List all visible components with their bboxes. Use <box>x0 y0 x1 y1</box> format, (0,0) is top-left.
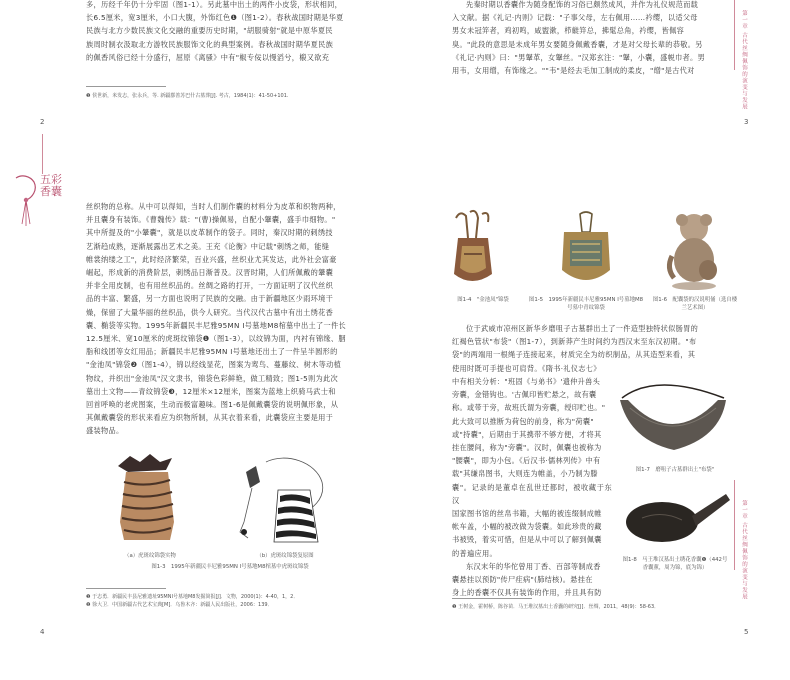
figure-caption: 图1-4 "金池凤"锦袋 <box>457 297 509 303</box>
footnotes: ❶ 于志勇．新疆民丰县尼雅遗址95MNⅠ号墓地M8发掘简报[J]．文物，2000(1)：4-40，1，2． ❷ 徐大卫．中国新疆古代艺术宝典[M]．乌鲁木齐：新疆人民出版社，2006：139． <box>86 594 299 608</box>
logo-text: 五彩香囊 <box>40 173 62 198</box>
top-right-text: 先秦时期以香囊作为随身配饰的习俗已颇然成风，并作为礼仪规范而载 入文献。据《礼记·内则》记载："子事父母，左右佩用……衿缨，以适父母 男女未冠笄者，鸡初鸣，咸盥漱，栉縰笄总，拂髦总角，衿缨，皆佩容 臭。"此段的意思是未成年男女要随身佩戴香囊，才是对父母长辈的恭敬。另 《礼记·内则》曰："男鞶革，女鞶丝。"汉郑玄注："鞶，小囊，盛帨巾者。男 用韦，女用缯，有饰缘之。""韦"是经去毛加工制成的柔皮，"缯"是古代对 <box>452 0 706 76</box>
side-rule-top <box>734 0 735 70</box>
figure-caption: 图1-5 1995年新疆民丰尼雅95MN Ⅰ号墓地M8号墓中青纹锦袋 <box>528 297 644 311</box>
chapter-tab-bottom: 第一章 古代丝绸佩饰的演变与发展 <box>741 500 747 601</box>
tiger-pouch-drawing <box>226 452 334 548</box>
figure-caption-a: （a）虎斑纹锦袋实物 <box>124 553 176 559</box>
jinchifeng-pouch-photo <box>452 208 494 288</box>
figure-caption: 图1-7 磨咀子古墓群出土"布袋" <box>635 467 715 473</box>
blue-pattern-pouch-photo <box>558 210 614 290</box>
footnote: ❶ 王树金，霍树桥，陈谷苗．马王堆汉墓出土香囊的研究[J]．丝绸，2011，48(9)：58-63． <box>452 604 660 610</box>
page-number: 5 <box>744 628 749 636</box>
page-number: 3 <box>744 118 749 126</box>
figure-caption: 图1-8 马王堆汉墓出土绣花香囊❶（442号香囊薰，周为锦，底为锦） <box>622 557 728 571</box>
top-left-text: 多，历经千年仍十分牢固（图1-1）。另此墓中出土的两件小皮袋，形状相同， 长6.5厘米，宽3厘米，小口大腹，外饰红色❶（图1-2）。春秋战国时期是华夏 民族与北方少数民族文化交融的重要历史时期，"胡服骑射"就是中原华夏民 族周时制衣汲取北方游牧民族服饰文化的典型案例。春秋战国时期华夏民族 的佩香风俗已经十分盛行，屈原《离骚》中有"椒专佞以慢滔兮，榝又欲充 <box>86 0 344 62</box>
footnote-rule <box>86 588 166 589</box>
footnote-rule <box>86 86 166 87</box>
footnote-rule <box>452 598 532 599</box>
footnote: ❶ 侯世新，米发志，张永兵，等. 新疆鄯善苏巴什古墓葬[J]. 考古，1984(1)：41-50+101. <box>86 93 289 99</box>
figure-caption: 图1-3 1995年新疆民丰尼雅95MN Ⅰ号墓地M8棺墓中虎斑纹锦袋 <box>151 564 309 570</box>
bottom-right-narrow-text: 中有相关分析："班固《与弟书》'遗仲升兽头 旁囊，金错钩也。'古佩印皆贮悬之，故有囊 称。或带于旁，故班氏谓为旁囊，绶印贮也。" 此大致可以推断为荷包的前身，称为"荷囊" 或"持囊"，后期由于其携带不够方便，才将其 挂在腰间，称为"旁囊"。汉时，佩囊也被称为 "腰囊"，即为小包。《后汉书·儒林列传》中有 载"其缣帛图书，大则连为帷盖，小乃制为滕 囊"。记录的是董卓在乱世迁都时，被收藏于东汉 国家图书馆的丝帛书籍，大幅的被连缀制成帷 帐车盖，小幅的被改做为袋囊。如此珍贵的藏 书被毁，着实可惜，但是从中可以了解到佩囊 的普遍应用。 东汉末年的华佗曾用丁香、百部等制成香 囊悬挂以预防"传尸疰病"(肺结核)。悬挂在 身上的香囊不仅具有装饰的作用，并且具有防 <box>452 377 612 598</box>
page-number: 2 <box>40 118 45 126</box>
side-rule-bottom <box>734 480 735 570</box>
embroidered-pouch-photo <box>622 490 732 546</box>
tiger-pouch-photo <box>110 452 184 544</box>
cloth-bag-photo <box>616 378 730 458</box>
page-number: 4 <box>40 628 45 636</box>
logo-seal <box>8 172 70 232</box>
chapter-tab-top: 第一章 古代丝绸佩饰的演变与发展 <box>741 10 747 111</box>
bottom-right-text: 位于武威市凉州区新华乡磨咀子古墓群出土了一件造型独特状似肠胃的 红褐色管状"布袋"（图1-7），到新莽产生时间约为西汉末至东汉初期。"布 袋"的两端用一根绳子连接起来，材质完全为纺织制品，从其造型来看，其 使用时既可手提也可肩背。《隋书·礼仪志七》 <box>452 324 699 373</box>
figure-caption-b: （b）虎斑纹锦袋复原图 <box>256 553 314 559</box>
figure-caption: 图1-6 配囊袋的汉说明俑（选自楼兰艺术图） <box>652 297 738 311</box>
bottom-left-text: 丝织物的总称。从中可以得知，当时人们制作囊的材料分为皮革和织物两种， 并且囊身有装饰。《曹魏传》载："(曹)操佩易，自配小鞶囊，盛手巾细物。" 其中所提及的"小鞶囊"，就是以皮革制作的袋子。同时，秦汉时期的刺绣技 艺渐趋成熟，逐渐展露出艺术之美。王充《论衡》中记载"刺绣之师，能缝 帷裳纳缕之工"，此时经济繁荣，百业兴盛，丝织业尤其发达，此外社会富豪 崛起，形成新的消费阶层，刺绣品日渐普及。汉晋时期，人们所佩戴的鞶囊 并非全用皮制，也有用丝织品的。丝绸之路的打开，一方面证明了汉代丝织 品的丰富、繁盛，另一方面也说明了民族的交融。由于新疆地区少雨环境干 燥，保留了大量华丽的丝织品，供今人研究。当代汉代古墓中有出土绣花香 囊、椭袋等实物。1995年新疆民丰尼雅95MN Ⅰ号墓地M8棺墓中出土了一件长 12.5厘米、宽10厘米的虎斑纹锦袋❶（图1-3），以纹锦为面，内衬有锦缘、胭 脂和线团等女红用品；新疆民丰尼雅95MN Ⅰ号墓地还出土了一件呈半圆形的 "金池凤"锦袋❷（图1-4），锦以经线显花，图案为鸾鸟、蔓藤纹、树木等动植 物纹，并织出"金池凤"汉文隶书，锦袋色彩鲜艳，做工精致；图1-5则为此次 墓出土文物——青纹锦袋❸，12厘米×12厘米，图案为蓝地上织骑马武士和 回首呼唤的老虎图案，生动而极富趣味。图1-6是佩戴囊袋的说明佩形象，从 其佩戴囊袋的形状来看应为织物所制，从其衣着来看，此囊袋应主要是用于 盛装物品。 <box>86 202 346 436</box>
margin-rule <box>42 134 43 174</box>
figurine-photo <box>662 206 726 290</box>
